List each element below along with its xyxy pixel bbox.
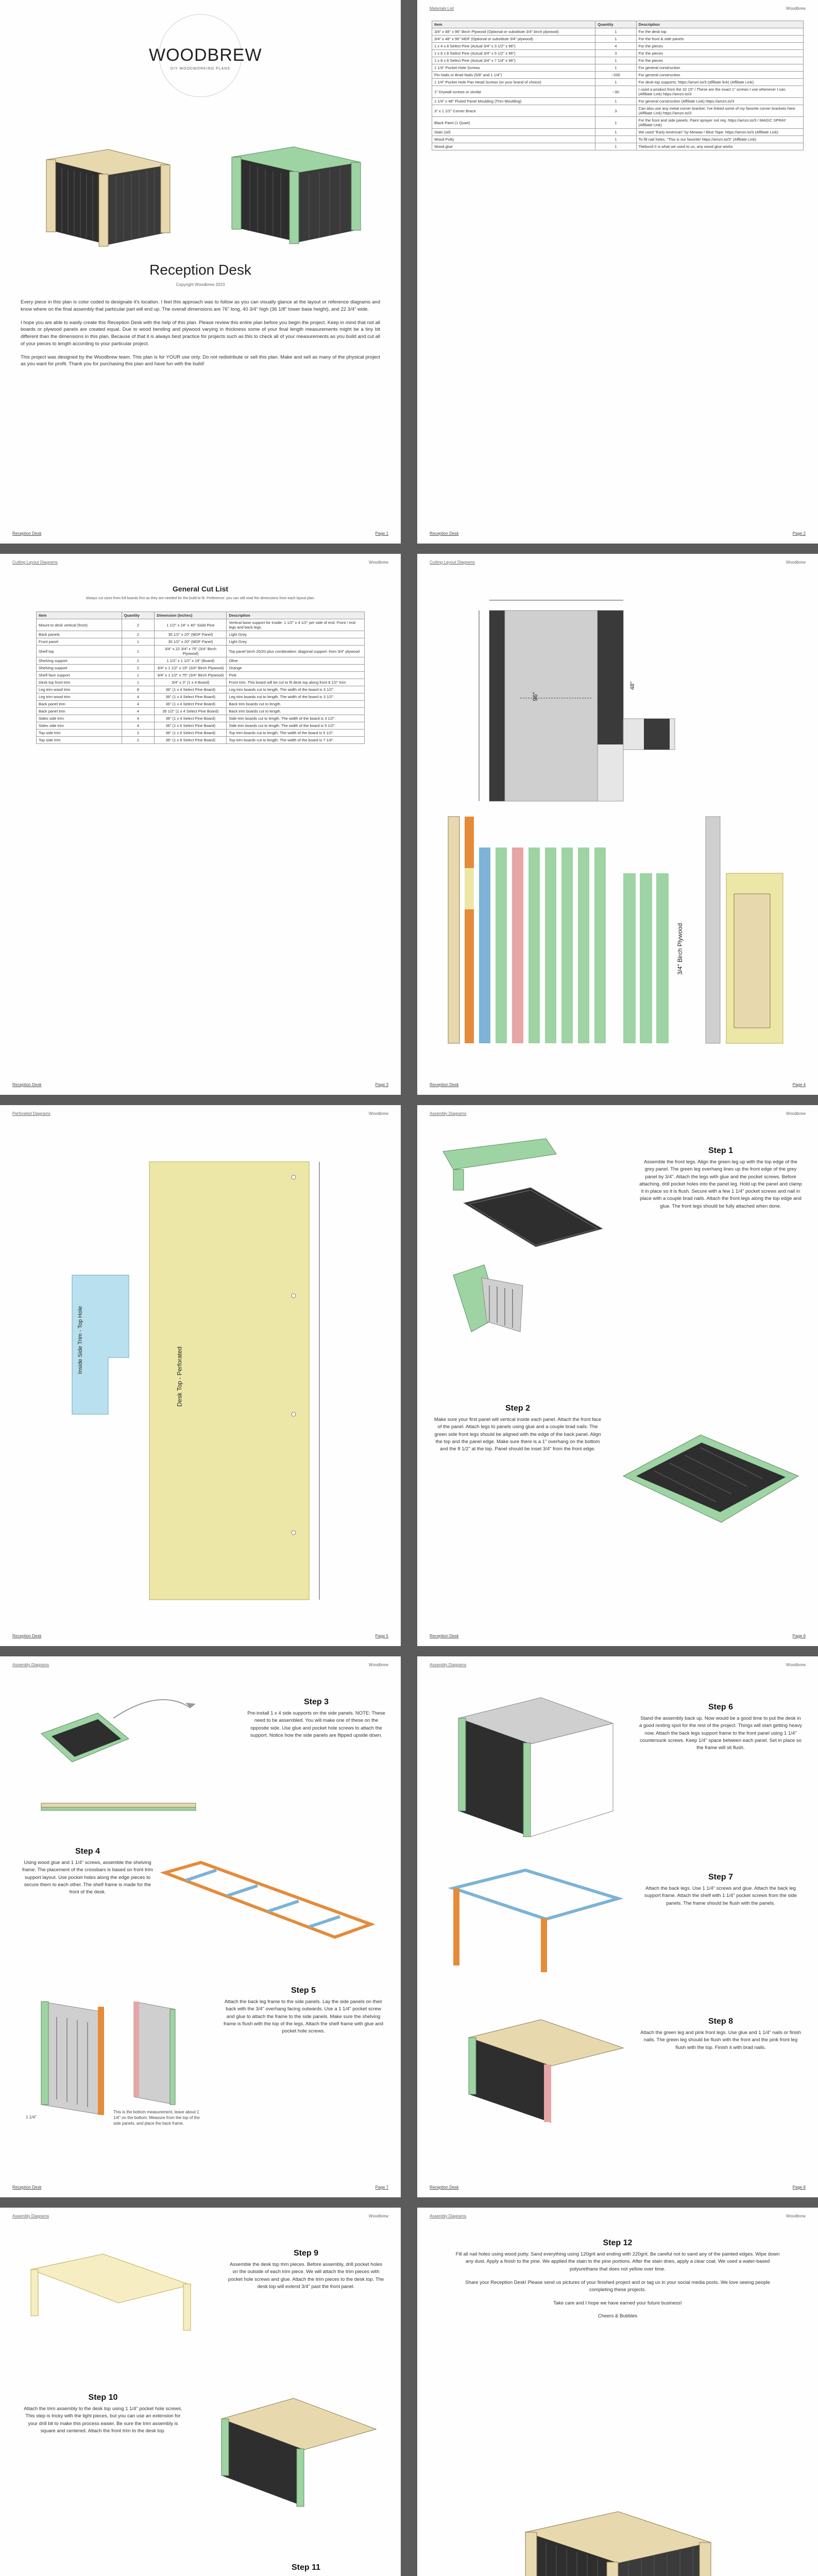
step9-diagram [21,2239,206,2352]
table-cell: I used a product from the 32 15" / These are the exact 1" screws I use whenever I can. (Affiliate Link) https://amzn.to/3 [636,86,803,98]
step12-text-2: Share your Reception Desk! Please send us pictures of your finished project and or tag us in your social media posts. We love seeing people completing these projects. [465,2279,770,2293]
table-row [37,701,365,708]
header-right: Woodbrew [786,1663,806,1667]
cut-list-table [36,612,365,744]
page-header [430,6,806,13]
table-cell: 1" Drywall screws or similar [432,86,595,98]
step10 [21,2393,185,2435]
table-cell: 1 x 8 x 8 Select Pine (Actual 3/4" x 7 1/4" x 96") [432,57,595,64]
table-cell: For general construction (Affiliate Link) https://amzn.to/3 [636,98,803,105]
table-row [37,619,365,631]
footer-right: Page 6 [792,1634,806,1638]
table-row [432,105,804,117]
table-row [37,657,365,665]
table-cell: Leg trim wood trim [37,686,122,693]
col-item: Item [37,612,122,619]
footer-left: Reception Desk [430,1082,459,1087]
step3 [247,1698,385,1739]
table-cell: 3/4" x 1 1/2" x 19" (3/4" Birch Plywood) [155,665,227,672]
table-cell: 2 [122,631,155,638]
header-left: Assembly Diagrams [430,1663,467,1667]
table-row [432,28,804,36]
step11-title: Step 11 [291,2563,321,2572]
page-5 [0,1105,401,1646]
col-description: Description [227,612,365,619]
table-cell: 35 1/2" x 20" (MDF Panel) [155,638,227,646]
footer-left: Reception Desk [430,1634,459,1638]
table-row [37,686,365,693]
materials-table-wrap [432,21,804,150]
table-cell: 3/4" x 3" (1 x 4 Board) [155,679,227,686]
header-right: Woodbrew [786,6,806,11]
table-cell: 1 1/4" Pocket Hole Screws [432,64,595,72]
step4 [21,1847,155,1896]
table-cell: Side trim boards cut to length. The width of the board is 3 1/2". [227,715,365,722]
step1-text: Assemble the front legs. Align the green leg up with the top edge of the grey panel. The green leg overhang lines up the front edge of the grey panel by 3/4". Attach the legs with glue and the pocket screws. Before attaching, drill pocket holes into the panel leg. Hold up the panel and clamp it in place so it is flush. Secure with a few 1 1/4" pocket screws and nail in place with a couple brad nails. Attach the front legs along the top edge and glue. The front legs should be fully attached when done. [639,1159,802,1209]
table-row [37,679,365,686]
table-row [432,50,804,57]
step10-title: Step 10 [88,2393,118,2402]
page-9 [0,2208,401,2576]
table-cell: 36" (1 x 4 Select Pine Board) [155,701,227,708]
step6 [639,1703,803,1752]
step8 [639,2017,803,2052]
table-cell: Back panels [37,631,122,638]
table-cell: 1 [595,79,636,86]
mdf-sheet-diagram [469,590,757,806]
step5-note-measure: 1 1/4" [26,2115,37,2120]
table-cell: Vertical base support for inside: 1 1/2" x 4 1/2" per side of end. Front / end legs and back legs. [227,619,365,631]
page-footer [430,1634,806,1641]
table-cell: Desk top front trim [37,679,122,686]
page-1 [0,0,401,544]
footer-left: Reception Desk [12,1082,42,1087]
step9 [227,2249,385,2291]
step9-title: Step 9 [293,2249,318,2258]
table-cell: 1 [595,143,636,150]
header-left: Materials List [430,6,454,11]
table-cell: 1 x 6 x 8 Select Pine (Actual 3/4" x 5 1/2" x 96") [432,50,595,57]
table-cell: 4 [122,722,155,730]
table-cell: Wood glue [432,143,595,150]
page-header [12,2214,388,2221]
table-cell: ~200 [595,72,636,79]
table-cell: 4 [122,715,155,722]
hero-desk-left [31,139,185,250]
page-7 [0,1656,401,2197]
table-cell: Leg trim boards cut to length. The width of the board is 3 1/2". [227,693,365,701]
step7-text: Attach the back legs. Use 1 1/4" screws and glue. Attach the back leg support frame. Attach the shelf with 1 1/4" pocket screws from the side panels. The frame should be flush with the panels. [644,1886,797,1906]
label-48: 48" [629,681,636,690]
header-right: Woodbrew [368,1663,388,1667]
step7-diagram [443,1862,628,1976]
table-cell: ~30 [595,86,636,98]
header-left: Perforated Diagrams [12,1111,50,1116]
table-cell: 4 [122,693,155,701]
table-cell: Side trim boards cut to length. The width of the board is 5 1/2". [227,722,365,730]
table-row [37,737,365,744]
table-cell: 1 1/2" x 1 1/2" x 19" (Board) [155,657,227,665]
table-cell: Shelving support [37,657,122,665]
page-footer [12,531,388,538]
step12 [453,2239,782,2320]
page-3 [0,554,401,1095]
table-cell: 1 [595,117,636,129]
col-quantity: Quantity [122,612,155,619]
table-cell: 2 [122,730,155,737]
table-cell: Top trim boards cut to length. The width of the board is 7 1/4". [227,737,365,744]
table-cell: Shelving support [37,665,122,672]
document-title: Reception Desk [149,262,251,278]
thanks-text: Take care and I hope we have earned your future business! [553,2300,682,2307]
table-cell: Sides side trim [37,715,122,722]
page-6 [417,1105,818,1646]
page-4 [417,554,818,1095]
page-header [12,1663,388,1670]
page-header [12,560,388,567]
header-left: Assembly Diagrams [12,1663,49,1667]
table-cell: 1 [122,672,155,679]
materials-table [432,21,804,150]
table-cell: 36" (1 x 8 Select Pine Board) [155,737,227,744]
logo-text: WOODBREW [149,45,262,65]
table-row [37,631,365,638]
footer-right: Page 5 [375,1634,388,1638]
footer-left: Reception Desk [12,531,42,536]
header-right: Woodbrew [368,560,388,565]
table-cell: 35 1/2" (1 x 4 Select Pine Board) [155,708,227,715]
table-cell: 1 1/2" x 24" x 40" Solid Pine [155,619,227,631]
table-cell: Back panel trim [37,701,122,708]
step8-text: Attach the green leg and pink front legs. Use glue and 1 1/4" nails or finish nails. The green leg should be flush with the front and the pink front leg flush with the top. Finish it with brad nails. [640,2030,801,2050]
cut-list-wrap [36,612,365,744]
step8-diagram [458,2007,634,2130]
header-left: Assembly Diagrams [430,1111,467,1116]
table-cell: 2 [122,665,155,672]
page-header [430,1663,806,1670]
table-cell: 36" (1 x 4 Select Pine Board) [155,715,227,722]
step7 [639,1873,803,1907]
footer-right: Page 1 [375,531,388,536]
table-cell: Pin Nails or Brad Nails (5/8" and 1 1/4") [432,72,595,79]
step7-title: Step 7 [708,1873,733,1882]
table-cell: 4 [595,43,636,50]
table-cell: 36" (1 x 6 Select Pine Board) [155,730,227,737]
step10-text: Attach the trim assembly to the desk top using 1 1/4" pocket hole screws. This step is tricky with the light pieces, but you can use an extension for your drill bit to make this process easier. Be sure the trim assembly is square and centered. Attach the front trim to the desk top. [24,2406,182,2434]
table-cell: Orange [227,665,365,672]
page-footer [12,2185,388,2192]
step5-note: This is the bottom measurement, leave about 1 1/4" on the bottom. Measure from the top of the side panels, and place the back frame. [113,2110,200,2126]
table-cell: Light Grey [227,638,365,646]
table-cell: Leg trim wood trim [37,693,122,701]
table-cell: Titebond II is what we used to us, any wood glue works [636,143,803,150]
table-cell: Back panel trim [37,708,122,715]
step1 [639,1146,803,1210]
step12-title: Step 12 [603,2239,633,2247]
intro-paragraph-3: This project was designed by the Woodbrew team. This plan is for YOUR use only. Do not redistribute or sell this plan. Make and sell as many of the physical project as you want for profit. Thank you for purchasing this plan and have fun with the build! [21,354,380,367]
step3-title: Step 3 [303,1698,329,1706]
cut-list-title: General Cut List [172,585,229,593]
step5-diagram [21,1986,196,2156]
header-left: Assembly Diagrams [430,2214,467,2218]
table-cell: 36" (1 x 4 Select Pine Board) [155,686,227,693]
table-row [432,72,804,79]
step2 [433,1404,603,1453]
table-cell: 1 1/4" x 48" Fluted Panel Moulding (Trim Moulding) [432,98,595,105]
table-cell: Front trim. This board will be cut to fit desk top along front 8 1/2" trim [227,679,365,686]
table-cell: Leg trim boards cut to length. The width of the board is 3 1/2". [227,686,365,693]
table-cell: We used "Early American" by Minwax / Blue Tape: https://amzn.to/3 (Affiliate Link) [636,129,803,136]
table-cell: Shelf face support [37,672,122,679]
step3-diagram [21,1677,247,1842]
col-item: Item [432,21,595,28]
table-row [37,672,365,679]
page-8 [417,1656,818,2197]
table-row [432,64,804,72]
table-row [37,665,365,672]
table-cell: Back trim boards cut to length. [227,701,365,708]
table-cell: 1 [122,679,155,686]
table-row [432,36,804,43]
table-cell: 4 [122,701,155,708]
table-row [432,43,804,50]
footer-right: Page 2 [792,531,806,536]
table-cell: Wood Putty [432,136,595,143]
intro-text [21,299,380,368]
page-footer [12,1082,388,1090]
step5-text: Attach the back leg frame to the side panels. Lay the side panels on their back with the 3/4" overhang facing outwards. Use a 1 1/4" pocket screw and glue to attach the frame to the side panels. Make sure the shelving frame is flush with the top of the legs. Attach the shelf frame with glue and pocket hole screws. [224,1999,383,2034]
table-cell: 8 [122,686,155,693]
page-footer [430,2185,806,2192]
page-header [430,2214,806,2221]
table-cell: Sides side trim [37,722,122,730]
step1-diagram [433,1131,639,1378]
table-cell: Black Paint (1 Quart) [432,117,595,129]
page-footer [12,1634,388,1641]
table-cell: 3 [595,50,636,57]
step10-diagram [206,2383,391,2517]
table-cell: 3/4" x 48" x 96" MDF (Optional or substitute 3/4" plywood) [432,36,595,43]
step1-title: Step 1 [708,1146,733,1155]
table-cell: For the front and side panels. Paint sprayer not req. https://amzn.to/3 / MAGIC SPRAY (Affiliate Link) [636,117,803,129]
table-cell: Olive [227,657,365,665]
header-left: Assembly Diagrams [12,2214,49,2218]
table-cell: 1 1/4" Pocket Hole Pan Head Screws (or your brand of choice) [432,79,595,86]
table-cell: 1 [595,28,636,36]
table-cell: Top side trim [37,730,122,737]
table-cell: Top trim boards cut to length. The width of the board is 5 1/2". [227,730,365,737]
label-inside-side-trim: Inside Side Trim - Top Hole [77,1306,83,1374]
footer-right: Page 4 [792,1082,806,1087]
header-right: Woodbrew [786,2214,806,2218]
table-row [37,693,365,701]
footer-right: Page 3 [375,1082,388,1087]
header-right: Woodbrew [786,560,806,565]
table-row [432,117,804,129]
page-footer [430,531,806,538]
header-right: Woodbrew [368,2214,388,2218]
logo-subtext: DIY WOODWORKING PLANS [170,67,231,71]
intro-paragraph-2: I hope you are able to easily create this Reception Desk with the help of this plan. Please review this entire plan before you begin the project. Keep in mind that not all boards or plywood panels are created equal. Due to wood bending and plywood varying in thickness some of your final length measurements might be a tiny bit different than the dimensions in this plan. Because of that it is always best practice for projects such as this to check all of your measurements as you build and cut all of your pieces to length according to your particular project. [21,319,380,347]
table-cell: 2 [122,657,155,665]
header-right: Woodbrew [786,1111,806,1116]
perforated-diagram [52,1136,340,1610]
table-row [37,730,365,737]
signoff-text: Cheers & Bubbles [598,2313,638,2319]
header-left: Cutting Layout Diagrams [12,560,58,565]
table-row [432,98,804,105]
page-header [430,1111,806,1118]
step11-diagram [15,2548,232,2576]
footer-left: Reception Desk [430,2185,459,2190]
table-cell: 1 [595,64,636,72]
table-row [432,136,804,143]
table-cell: 1 [122,638,155,646]
table-row [37,638,365,646]
page-footer [430,1082,806,1090]
table-row [432,57,804,64]
intro-paragraph-1: Every piece in this plan is color coded to designate it's location. I feel this approach was to follow as you can visually glance at the layout or reference diagrams and know where on the final assembly that particular part will end up. The overall dimensions are 76" long, 40 3/4" high (36 1/8" tower base height), and 22 3/4" wide. [21,299,380,312]
footer-right: Page 7 [375,2185,388,2190]
table-cell: For the pieces [636,50,803,57]
table-row [37,722,365,730]
table-cell: Top panel birch 20/20 plus combination: diagonal support: from 3/4" plywood [227,646,365,657]
table-cell: Stain (oil) [432,129,595,136]
table-cell: Top side trim [37,737,122,744]
table-row [432,129,804,136]
table-cell: For the front & side panels [636,36,803,43]
table-row [37,708,365,715]
board-strips-diagram [438,811,798,1054]
header-right: Woodbrew [368,1111,388,1116]
label-96: 96" [531,692,539,701]
table-cell: For the pieces [636,43,803,50]
table-row [432,143,804,150]
table-cell: 4 [122,708,155,715]
table-cell: For the pieces [636,57,803,64]
label-birch-plywood: 3/4" Birch Plywood [676,923,684,975]
table-cell: Light Grey [227,631,365,638]
table-cell: 3" x 1 1/2" Corner Brace [432,105,595,117]
step4-text: Using wood glue and 1 1/4" screws, assemble the shelving frame. The placement of the crossbars is based on front trim support layout. Use pocket holes along the edge pieces to secure them to each other. The shelf frame is made for the front of the desk. [22,1860,153,1895]
header-left: Cutting Layout Diagrams [430,560,475,565]
step2-diagram [613,1414,809,1569]
step6-diagram [443,1687,628,1857]
table-row [432,86,804,98]
table-cell: 1 [595,36,636,43]
table-cell: 2 [122,737,155,744]
finished-desk-image [515,2496,721,2576]
table-cell: Mount to desk vertical (front) [37,619,122,631]
table-cell: For the desk top [636,28,803,36]
step12-text: Fill all nail holes using wood putty. Sand everything using 120grit and ending with 220grit. Be careful not to sand any of the painted edges. Wipe down any dust. Apply a finish to the pine. We applied the stain to the pine portions. After the stain dries, apply a clear coat. We used a water-based polyurethane that does not yellow over time. [455,2251,780,2272]
step8-title: Step 8 [708,2017,733,2026]
step6-text: Stand the assembly back up. Now would be a good time to put the desk in a good resting spot for the rest of the project. Things will start getting heavy now. Attach the back legs support frame to the front panel using 1 1/4" countersunk screws. Keep 1/4" space between each panel. Set in place so the frame will sit flush. [639,1716,803,1751]
step5-title: Step 5 [291,1986,316,1995]
table-cell: Shelf top [37,646,122,657]
table-cell: 1 [595,98,636,105]
table-cell: To fill nail holes. "This is our favorite! https://amzn.to/3" (Affiliate Link) [636,136,803,143]
step4-title: Step 4 [75,1847,100,1856]
table-cell: 3/4" x 48" x 96" Birch Plywood (Optional or substitute 3/4" birch plywood) [432,28,595,36]
step9-text: Assemble the desk top trim pieces. Before assembly, drill pocket holes on the outside of each trim piece. We will attach the trim pieces with pocket hole screws and glue. Attach the trim pieces to the desk top. The desk top will extend 3/4" past the front panel. [228,2262,384,2290]
table-row [37,715,365,722]
table-cell: 1 [595,129,636,136]
footer-left: Reception Desk [430,531,459,536]
table-row [37,646,365,657]
col-dimension: Dimension (Inches) [155,612,227,619]
table-row [432,79,804,86]
table-cell: Back trim boards cut to length. [227,708,365,715]
table-cell: 1 [595,136,636,143]
step2-title: Step 2 [505,1404,530,1413]
table-cell: 1 [122,646,155,657]
cut-list-subtitle: Always cut sizes from full boards first as they are needed for the build to fit. Preference: you can still read the dimensions from each layout plan. [86,597,315,600]
step11 [227,2563,385,2576]
step6-title: Step 6 [708,1703,733,1711]
label-desk-top: Desk Top - Perforated [176,1346,183,1407]
footer-left: Reception Desk [12,2185,42,2190]
hero-desk-right [221,139,371,250]
table-cell: For desk top supports: https://amzn.to/3 (affiliate link) (Affiliate Link) [636,79,803,86]
step3-text: Pre-install 1 x 4 side supports on the side panels. NOTE: These need to be assembled. You will make one of these on the opposite side. Use glue and pocket hole screws to attach the support. Notice how the side panels are flipped upside down. [247,1710,385,1738]
table-cell: 3/4" x 1 1/2" x 75" (3/4" Birch Plywood) [155,672,227,679]
table-cell: 3/4" x 22 3/4" x 75" (3/4" Birch Plywood) [155,646,227,657]
table-cell: Can also use any metal corner bracket. I've linked some of my favorite corner brackets here. (Affiliate Link) https://amzn.to/3 [636,105,803,117]
footer-left: Reception Desk [12,1634,42,1638]
table-cell: 36" (1 x 4 Select Pine Board) [155,693,227,701]
table-cell: For general construction [636,72,803,79]
table-cell: 3 [595,105,636,117]
table-cell: For general construction [636,64,803,72]
col-description: Description [636,21,803,28]
footer-right: Page 8 [792,2185,806,2190]
page-header [430,560,806,567]
step2-text: Make sure your first panel will vertical inside each panel. Attach the front face of the panel. Attach legs to panels using glue and a couple brad nails. The green side front legs should be aligned with the edge of the back panel. Align the top and the panel edge. Make sure there is a 1" overhang on the bottom and the 8 1/2" at the top. Panel should be inset 3/4" from the front edge. [434,1417,602,1452]
table-cell: 1 x 4 x 8 Select Pine (Actual 3/4" x 3 1/2" x 96") [432,43,595,50]
table-cell: 36" (1 x 6 Select Pine Board) [155,722,227,730]
table-cell: Pink [227,672,365,679]
table-cell: Front panel [37,638,122,646]
logo [149,9,262,102]
step5 [221,1986,385,2035]
table-cell: 35 1/2" x 20" (MDF Panel) [155,631,227,638]
col-quantity: Quantity [595,21,636,28]
step4-diagram [155,1842,381,1955]
table-cell: 2 [122,619,155,631]
page-10 [417,2208,818,2576]
table-cell: 1 [595,57,636,64]
page-2 [417,0,818,544]
page-header [12,1111,388,1118]
copyright: Copyright Woodbrew 2023 [176,282,225,287]
